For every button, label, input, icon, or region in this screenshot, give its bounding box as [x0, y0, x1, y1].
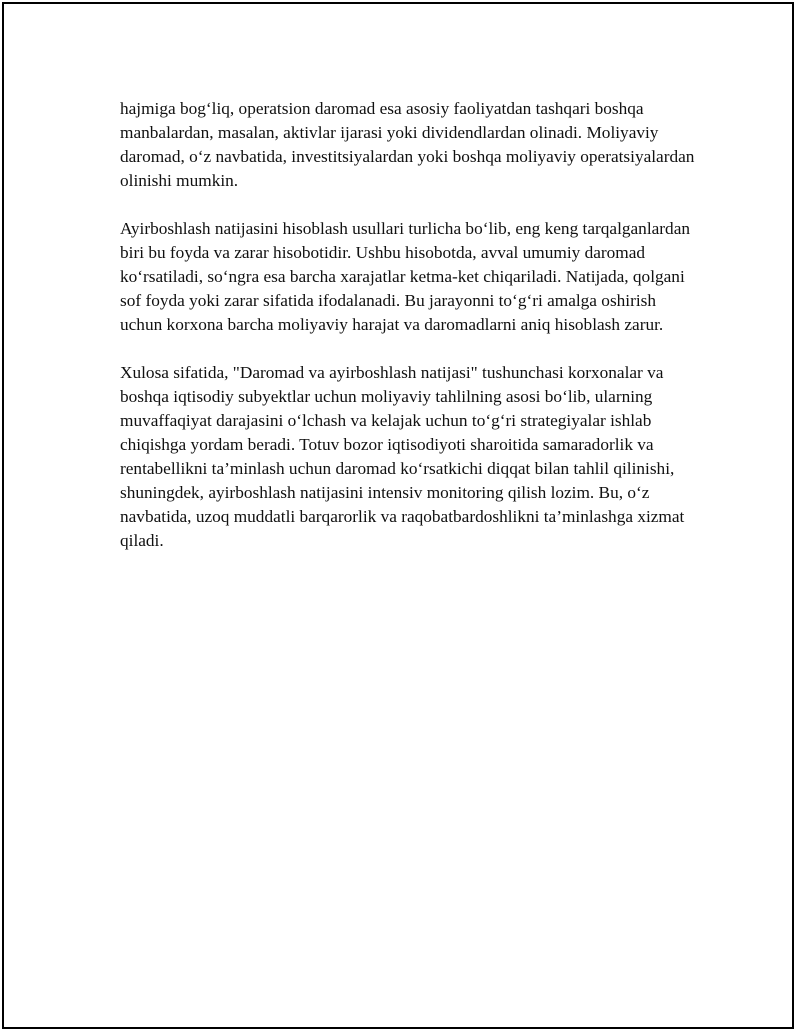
paragraph-1: hajmiga bog‘liq, operatsion daromad esa asosiy faoliyatdan tashqari boshqa manbalardan, masalan, aktivlar ijarasi yoki dividendlardan olinadi. Moliyaviy daromad, o‘z navbatida, investitsiyalardan yoki boshqa moliyaviy operatsiyalardan olinishi mumkin.: [120, 99, 695, 190]
document-page: [2, 2, 794, 1029]
paragraph-3: Xulosa sifatida, "Daromad va ayirboshlash natijasi" tushunchasi korxonalar va boshqa iqtisodiy subyektlar uchun moliyaviy tahlilning asosi bo‘lib, ularning muvaffaqiyat darajasini o‘lchash va kelajak uchun to‘g‘ri strategiyalar ishlab chiqishga yordam beradi. Totuv bozor iqtisodiyoti sharoitida samaradorlik va rentabellikni ta’minlash uchun daromad ko‘rsatkichi diqqat bilan tahlil qilinishi, shuningdek, ayirboshlash natijasini intensiv monitoring qilish lozim. Bu, o‘z navbatida, uzoq muddatli barqarorlik va raqobatbardoshlikni ta’minlashga xizmat qiladi.: [120, 363, 685, 550]
paragraph-2: Ayirboshlash natijasini hisoblash usullari turlicha bo‘lib, eng keng tarqalganlardan biri bu foyda va zarar hisobotidir. Ushbu hisobotda, avval umumiy daromad ko‘rsatiladi, so‘ngra esa barcha xarajatlar ketma-ket chiqariladi. Natijada, qolgani sof foyda yoki zarar sifatida ifodalanadi. Bu jarayonni to‘g‘ri amalga oshirish uchun korxona barcha moliyaviy harajat va daromadlarni aniq hisoblash zarur.: [120, 219, 691, 334]
document-body: [120, 97, 700, 577]
